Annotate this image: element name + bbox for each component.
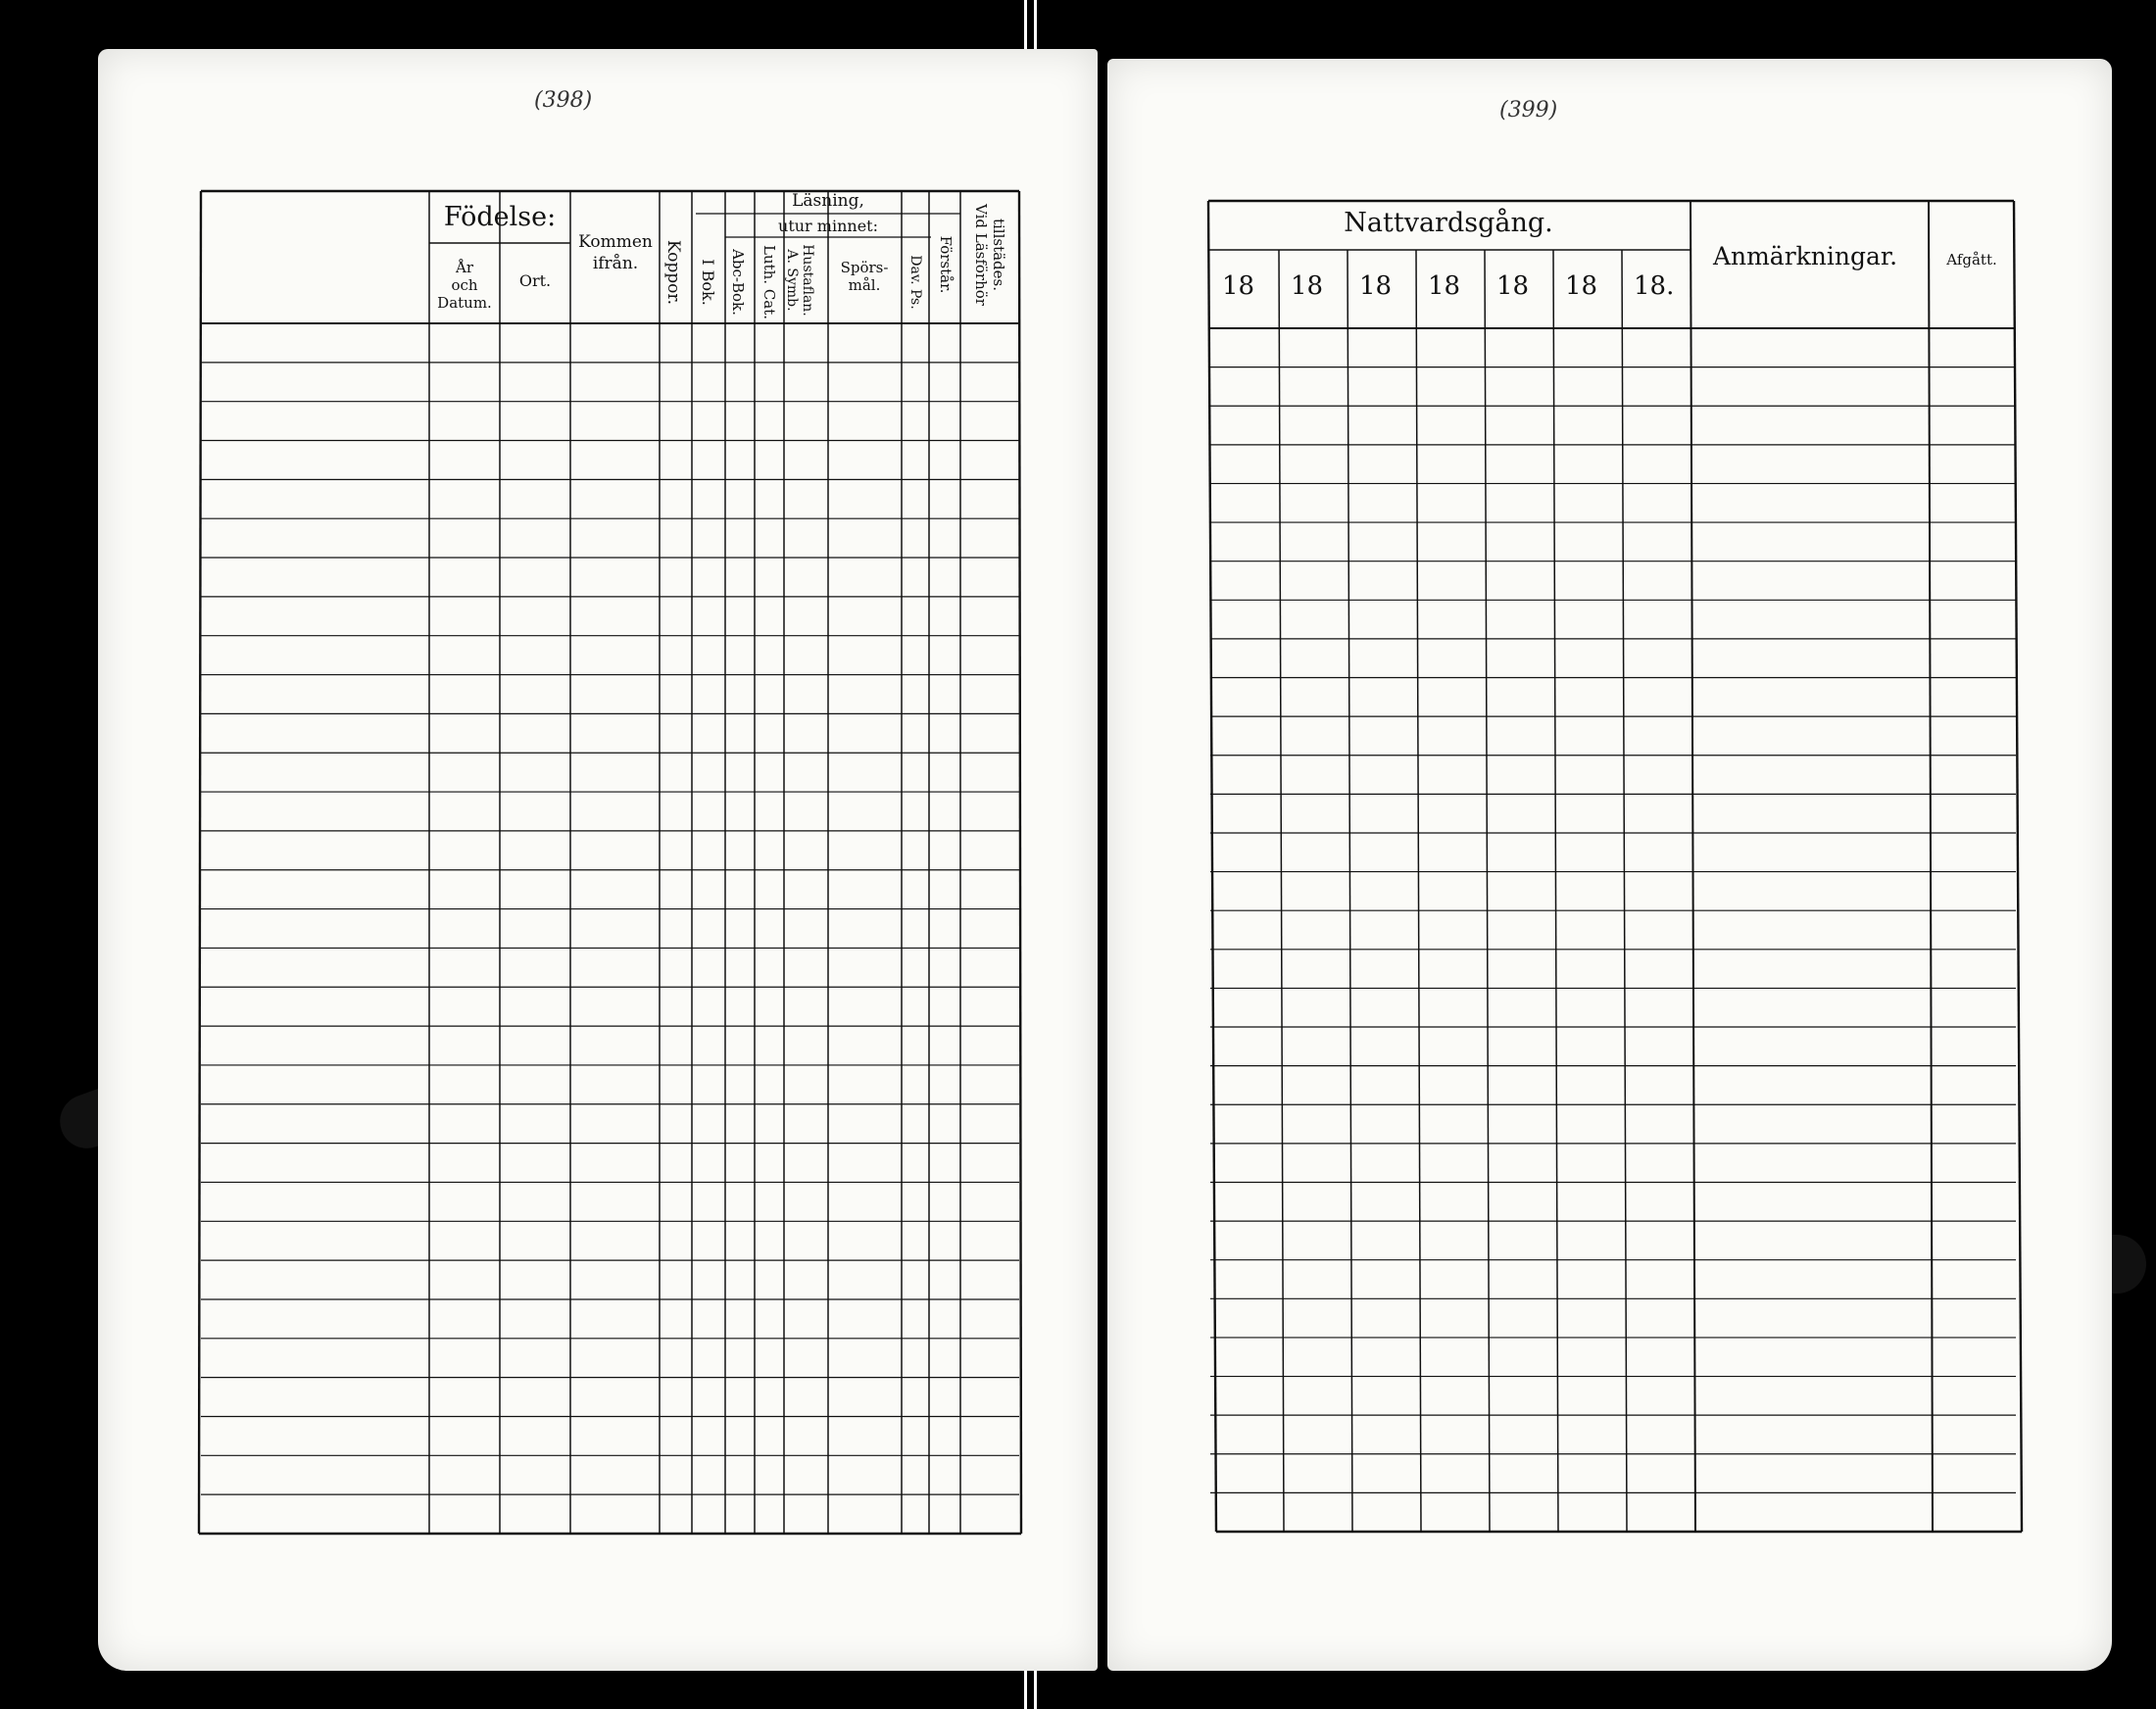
page-number: (399) (1499, 98, 1558, 122)
column-rule (1416, 250, 1421, 1532)
right-register-table (1107, 59, 2112, 1671)
page-number: (398) (534, 88, 593, 113)
tillstades-header: tillstädes. (990, 218, 1007, 292)
column-rule (1348, 250, 1352, 1532)
table-border (1019, 191, 1021, 1534)
ort-header: Ort. (518, 271, 552, 290)
hustaflan-header: Hustaflan. (800, 244, 815, 317)
column-rule (1279, 250, 1284, 1532)
sporsmal-header: Spörs- (840, 259, 889, 276)
column-rule (1485, 250, 1490, 1532)
lasning-header: Läsning, (792, 191, 864, 211)
column-rule (1553, 250, 1558, 1532)
forstar-header: Förstår. (937, 235, 955, 294)
abc-bok-header: Abc-Bok. (729, 249, 747, 316)
anmarkningar-header: Anmärkningar. (1712, 242, 1898, 270)
fodelse-header: Födelse: (443, 202, 557, 232)
luth-cat-header: Luth. Cat. (760, 244, 778, 320)
a-symb-header: A. Symb. (784, 249, 800, 312)
table-border (2014, 201, 2022, 1532)
year-header: 18 (1359, 271, 1393, 301)
year-header: 18. (1634, 271, 1675, 301)
left-page (98, 49, 1098, 1671)
mal-header: mål. (848, 276, 881, 294)
column-rule (1622, 250, 1627, 1532)
i-bok-header: I Bok. (699, 259, 717, 306)
vid-lasforhor-header: Vid Läsförhör (972, 204, 990, 306)
year-header: 18 (1428, 271, 1461, 301)
nattvardsgang-header: Nattvardsgång. (1344, 208, 1553, 238)
dav-ps-header: Dav. Ps. (907, 255, 923, 310)
kommen-header: Kommen (578, 232, 653, 252)
table-border (1208, 201, 1216, 1532)
ar-header: År (455, 259, 474, 276)
afgatt-header: Afgått. (1946, 251, 1997, 269)
table-border (199, 191, 201, 1534)
year-header: 18 (1565, 271, 1598, 301)
column-rule (1690, 201, 1695, 1532)
left-register-table (98, 49, 1098, 1671)
datum-header: Datum. (437, 294, 492, 312)
year-header: 18 (1496, 271, 1530, 301)
ifran-header: ifrån. (592, 254, 639, 273)
year-header: 18 (1222, 271, 1255, 301)
och-header: och (451, 276, 478, 294)
column-rule (1929, 201, 1933, 1532)
koppor-header: Koppor. (663, 239, 683, 306)
right-page (1107, 59, 2112, 1671)
year-header: 18 (1291, 271, 1324, 301)
utur-minnet-header: utur minnet: (778, 217, 878, 235)
